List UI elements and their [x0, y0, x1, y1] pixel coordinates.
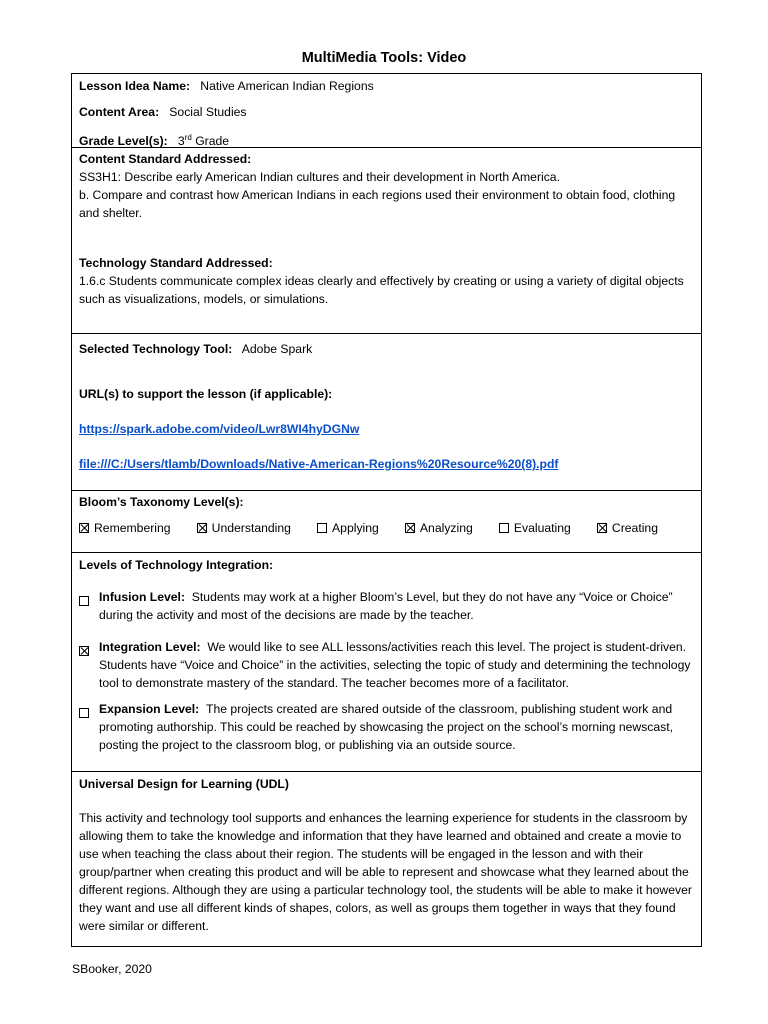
expansion-label: Expansion Level: — [99, 702, 200, 716]
integration-text: We would like to see ALL lessons/activities reach this level. The project is student-driven. Students have “Voice and Choice” in the activities, selecting the topic of study and determining the technology tool to demonstrate mastery of the standard. The teacher becomes more of a facilitator. — [99, 640, 691, 690]
tool-label: Selected Technology Tool: — [79, 342, 233, 356]
integration-checkbox[interactable] — [79, 646, 89, 656]
content-area-row — [79, 103, 694, 121]
standards-section — [72, 147, 701, 333]
blooms-option-analyzing[interactable] — [405, 519, 473, 537]
blooms-section — [72, 490, 701, 552]
blooms-option-label: Understanding — [211, 521, 291, 535]
url-heading: URL(s) to support the lesson (if applicable): — [79, 387, 333, 401]
blooms-option-understanding[interactable] — [197, 519, 291, 537]
grade-level-suffix: Grade — [195, 134, 230, 149]
infusion-text: Students may work at a higher Bloom’s Level, but they do not have any “Voice or Choice” during the activity and most of the decisions are made by the teacher. — [99, 590, 673, 622]
grade-level-sup: rd — [184, 133, 192, 142]
blooms-checkbox-evaluating[interactable] — [499, 523, 509, 533]
resource-pdf-link[interactable]: file:///C:/Users/tlamb/Downloads/Native-American-Regions%20Resource%20(8).pdf — [79, 457, 559, 471]
blooms-checkbox-creating[interactable] — [597, 523, 607, 533]
expansion-level-item — [79, 700, 694, 754]
blooms-option-label: Analyzing — [419, 521, 473, 535]
udl-section — [72, 771, 701, 946]
infusion-label: Infusion Level: — [99, 590, 185, 604]
udl-text: This activity and technology tool supports and enhances the learning experience for students in the classroom by allowing them to take the knowledge and information that they have learned and obtained and create a movie to use when teaching the class about their region. The students will be engaged in the lesson and with their group/partner when creating this product and will be able to represent and showcase what they learned about the different regions. Although they are using a particular technology tool, the students will be able to make it however they want and use all different kinds of shapes, colors, as well as groups them together in ways that they found were similar or different. — [79, 811, 692, 933]
lesson-idea-label: Lesson Idea Name: — [79, 79, 191, 93]
lesson-idea-row — [79, 77, 694, 95]
tool-value: Adobe Spark — [241, 342, 313, 356]
tech-standard-heading: Technology Standard Addressed: — [79, 256, 273, 270]
grade-level-label: Grade Level(s): — [79, 134, 168, 149]
content-area-value: Social Studies — [169, 105, 247, 119]
blooms-option-label: Evaluating — [513, 521, 571, 535]
lesson-form-table — [71, 73, 702, 947]
blooms-option-creating[interactable] — [597, 519, 658, 537]
blooms-options — [79, 519, 694, 537]
expansion-text: The projects created are shared outside of the classroom, publishing student work and promoting authorship. This could be reached by showcasing the project on the school’s morning newscast, posting the project to the classroom blog, or publishing via an outside source. — [99, 702, 674, 752]
blooms-option-remembering[interactable] — [79, 519, 171, 537]
content-standard-heading: Content Standard Addressed: — [79, 152, 252, 166]
tool-row — [79, 340, 694, 358]
blooms-checkbox-analyzing[interactable] — [405, 523, 415, 533]
page-title: MultiMedia Tools: Video — [301, 50, 467, 66]
blooms-checkbox-remembering[interactable] — [79, 523, 89, 533]
spark-video-link[interactable]: https://spark.adobe.com/video/Lwr8WI4hyDGNw — [79, 422, 360, 436]
blooms-checkbox-applying[interactable] — [317, 523, 327, 533]
blooms-option-label: Applying — [332, 521, 379, 535]
blooms-option-evaluating[interactable] — [499, 519, 571, 537]
footer-author: SBooker, 2020 — [72, 962, 152, 976]
infusion-level-item — [79, 588, 694, 624]
lesson-info-section — [72, 74, 701, 147]
blooms-option-applying[interactable] — [317, 519, 379, 537]
content-standard-line1: SS3H1: Describe early American Indian cultures and their development in North America. — [79, 170, 560, 184]
blooms-option-label: Creating — [611, 521, 658, 535]
blooms-heading: Bloom’s Taxonomy Level(s): — [79, 495, 244, 509]
content-standard-line2: b. Compare and contrast how American Indians in each regions used their environment to obtain food, clothing and shelter. — [79, 188, 676, 220]
content-area-label: Content Area: — [79, 105, 160, 119]
infusion-checkbox[interactable] — [79, 596, 89, 606]
lesson-idea-value: Native American Indian Regions — [200, 79, 374, 93]
grade-level-value: 3 — [177, 134, 185, 149]
integration-label: Integration Level: — [99, 640, 201, 654]
integration-section — [72, 552, 701, 771]
integration-level-item — [79, 638, 694, 692]
udl-heading: Universal Design for Learning (UDL) — [79, 777, 289, 791]
expansion-checkbox[interactable] — [79, 708, 89, 718]
tech-standard-text: 1.6.c Students communicate complex ideas clearly and effectively by creating or using a variety of digital objects such as visualizations, models, or simulations. — [79, 274, 684, 306]
technology-tool-section — [72, 333, 701, 490]
blooms-option-label: Remembering — [94, 521, 171, 535]
blooms-checkbox-understanding[interactable] — [197, 523, 207, 533]
integration-heading: Levels of Technology Integration: — [79, 558, 274, 572]
